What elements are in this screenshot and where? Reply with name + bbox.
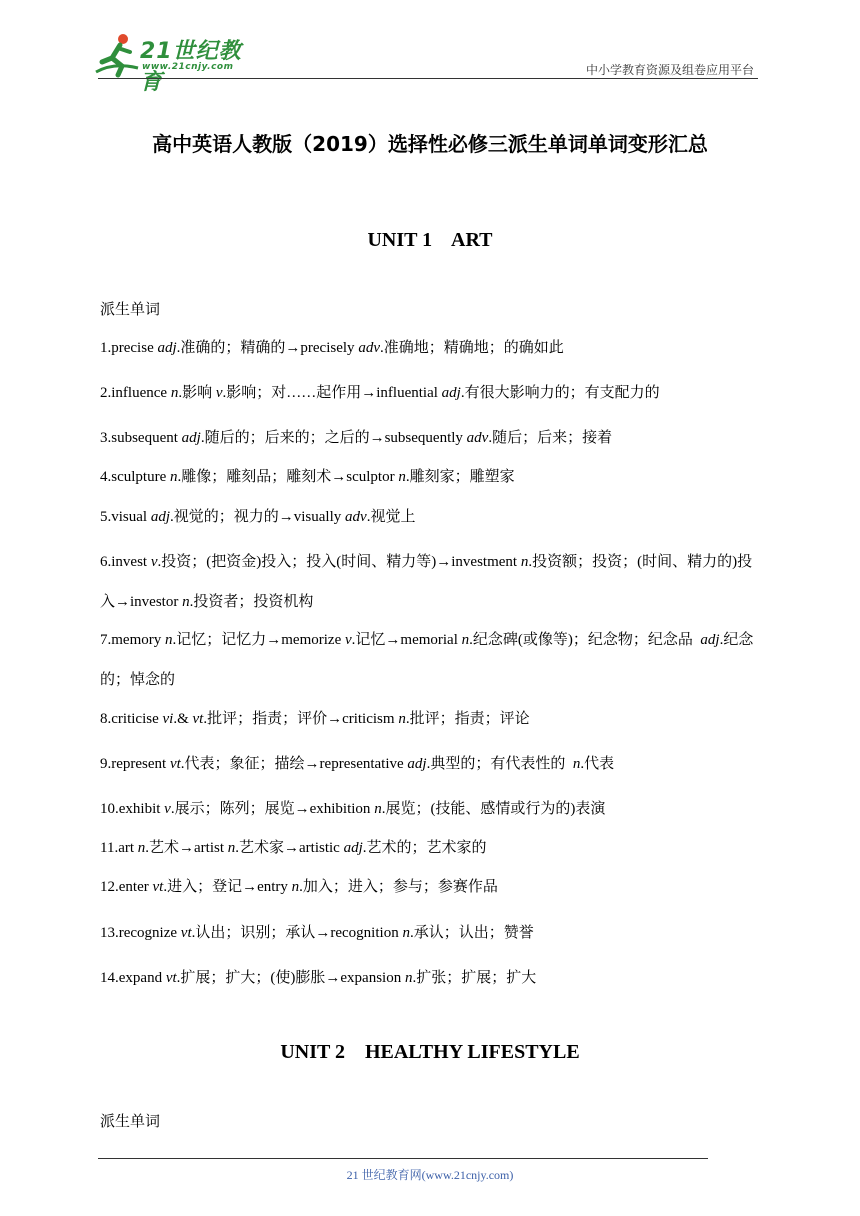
site-tagline: 中小学教育资源及组卷应用平台 — [585, 63, 754, 77]
word-entry: 13.recognize vt.认出；识别；承认→recognition n.承认；认出；赞誉 — [100, 925, 534, 941]
unit-2-section-label: 派生单词 — [100, 1112, 161, 1130]
logo-brand-text: 21世纪教育 — [140, 39, 242, 95]
word-entry: 2.influence n.影响 v.影响；对……起作用→influential adj.有很大影响力的；有支配力的 — [100, 385, 660, 401]
word-entry: 10.exhibit v.展示；陈列；展览→exhibition n.展览；(技能、感情或行为的)表演 — [100, 801, 606, 817]
word-entry: 6.invest v.投资；(把资金)投入；投入(时间、精力等)→investment n.投资额；投资；(时间、精力的)投入→investor n.投资者；投资机构 — [100, 554, 753, 610]
runner-logo-icon — [92, 32, 142, 78]
word-entry: 7.memory n.记忆；记忆力→memorize v.记忆→memorial n.纪念碑(或像等)；纪念物；纪念品 adj.纪念的；悼念的 — [100, 632, 754, 688]
footer-site-link[interactable]: 21 世纪教育网(www.21cnjy.com) — [346, 1168, 514, 1182]
word-entry: 9.represent vt.代表；象征；描绘→representative adj.典型的；有代表性的 n.代表 — [100, 756, 615, 772]
word-entry: 1.precise adj.准确的；精确的→precisely adv.准确地；精确地；的确如此 — [100, 340, 564, 356]
word-entry: 4.sculpture n.雕像；雕刻品；雕刻术→sculptor n.雕刻家；雕塑家 — [100, 469, 515, 485]
document-title: 高中英语人教版（2019）选择性必修三派生单词单词变形汇总 — [152, 132, 708, 156]
word-entry: 8.criticise vi.& vt.批评；指责；评价→criticism n.批评；指责；评论 — [100, 711, 530, 727]
footer-divider — [98, 1158, 708, 1159]
unit-1-heading: UNIT 1 ART — [367, 229, 493, 251]
word-entry: 3.subsequent adj.随后的；后来的；之后的→subsequently adv.随后；后来；接着 — [100, 430, 613, 446]
logo-url-text: www.21cnjy.com — [142, 62, 234, 72]
word-entry: 5.visual adj.视觉的；视力的→visually adv.视觉上 — [100, 509, 416, 525]
unit-2-heading: UNIT 2 HEALTHY LIFESTYLE — [280, 1041, 580, 1063]
site-logo[interactable] — [92, 32, 262, 95]
word-entry: 14.expand vt.扩展；扩大；(使)膨胀→expansion n.扩张；扩展；扩大 — [100, 970, 537, 986]
header-divider — [98, 78, 758, 79]
page-header — [0, 0, 860, 95]
word-entry: 11.art n.艺术→artist n.艺术家→artistic adj.艺术的；艺术家的 — [100, 840, 487, 856]
unit-1-section-label: 派生单词 — [100, 300, 161, 318]
word-entry: 12.enter vt.进入；登记→entry n.加入；进入；参与；参赛作品 — [100, 879, 498, 895]
